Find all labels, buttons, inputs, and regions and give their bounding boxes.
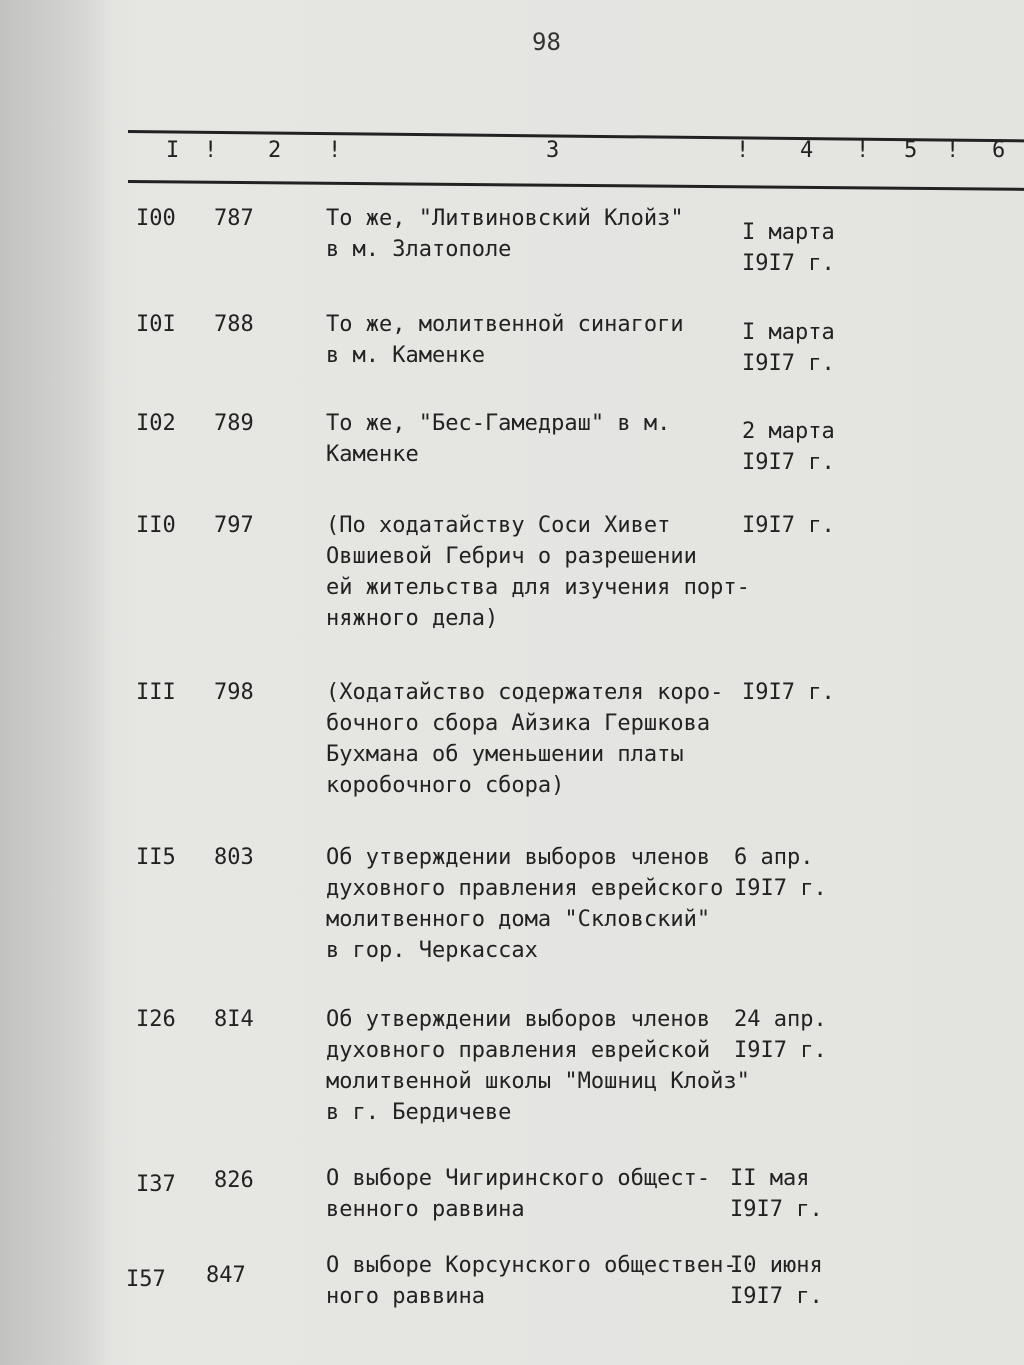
row-description: Об утверждении выборов членов духовного правления еврейской молитвенной школы "Мошниц Клойз" в г. Бердичеве: [326, 1007, 750, 1125]
table-header: [0, 138, 1024, 178]
row-index: I57: [126, 1267, 166, 1292]
row-number: 798: [214, 680, 254, 705]
row-index: I00: [136, 206, 176, 231]
row-date: I9I7 г.: [742, 513, 835, 538]
row-date: II мая I9I7 г.: [730, 1166, 823, 1222]
row-description: То же, молитвенной синагоги в м. Каменке: [326, 312, 684, 368]
row-index: II0: [136, 513, 176, 538]
header-sep: !: [946, 138, 960, 163]
row-description: О выборе Корсунского обществен- ного раввина: [326, 1253, 737, 1309]
header-sep: !: [736, 138, 750, 163]
row-number: 847: [206, 1263, 246, 1288]
row-index: I02: [136, 411, 176, 436]
row-index: III: [136, 680, 176, 705]
row-date: I марта I9I7 г.: [742, 220, 835, 276]
row-description: О выборе Чигиринского общест- венного раввина: [326, 1166, 711, 1222]
row-date: 6 апр. I9I7 г.: [734, 845, 827, 901]
row-number: 789: [214, 411, 254, 436]
row-description: То же, "Бес-Гамедраш" в м. Каменке: [326, 411, 671, 467]
row-index: I26: [136, 1007, 176, 1032]
row-date: I9I7 г.: [742, 680, 835, 705]
header-col-1: I: [166, 138, 180, 163]
row-description: То же, "Литвиновский Клойз" в м. Златополе: [326, 206, 684, 262]
header-sep: !: [856, 138, 870, 163]
row-description: (По ходатайству Соси Хивет Овшиевой Гебрич о разрешении ей жительства для изучения порт- няжного дела): [326, 513, 750, 631]
header-col-4: 4: [800, 138, 814, 163]
row-index: II5: [136, 845, 176, 870]
row-date: I марта I9I7 г.: [742, 320, 835, 376]
header-sep: !: [204, 138, 218, 163]
row-index: I0I: [136, 312, 176, 337]
row-number: 797: [214, 513, 254, 538]
header-col-2: 2: [268, 138, 282, 163]
row-index: I37: [136, 1172, 176, 1197]
row-date: I0 июня I9I7 г.: [730, 1253, 823, 1309]
row-description: Об утверждении выборов членов духовного правления еврейского молитвенного дома "Скловский" в гор. Черкассах: [326, 845, 724, 963]
binding-gutter: [0, 0, 110, 1365]
row-number: 8I4: [214, 1007, 254, 1032]
header-col-5: 5: [904, 138, 918, 163]
row-description: (Ходатайство содержателя коро- бочного сбора Айзика Гершкова Бухмана об уменьшении платы коробочного сбора): [326, 680, 724, 798]
page-number: 98: [532, 28, 561, 56]
table-header-rule: [128, 180, 1024, 191]
row-date: 2 марта I9I7 г.: [742, 419, 835, 475]
row-number: 803: [214, 845, 254, 870]
header-col-3: 3: [546, 138, 560, 163]
row-number: 826: [214, 1168, 254, 1193]
row-number: 788: [214, 312, 254, 337]
row-number: 787: [214, 206, 254, 231]
row-date: 24 апр. I9I7 г.: [734, 1007, 827, 1063]
header-col-6: 6: [992, 138, 1006, 163]
header-sep: !: [328, 138, 342, 163]
